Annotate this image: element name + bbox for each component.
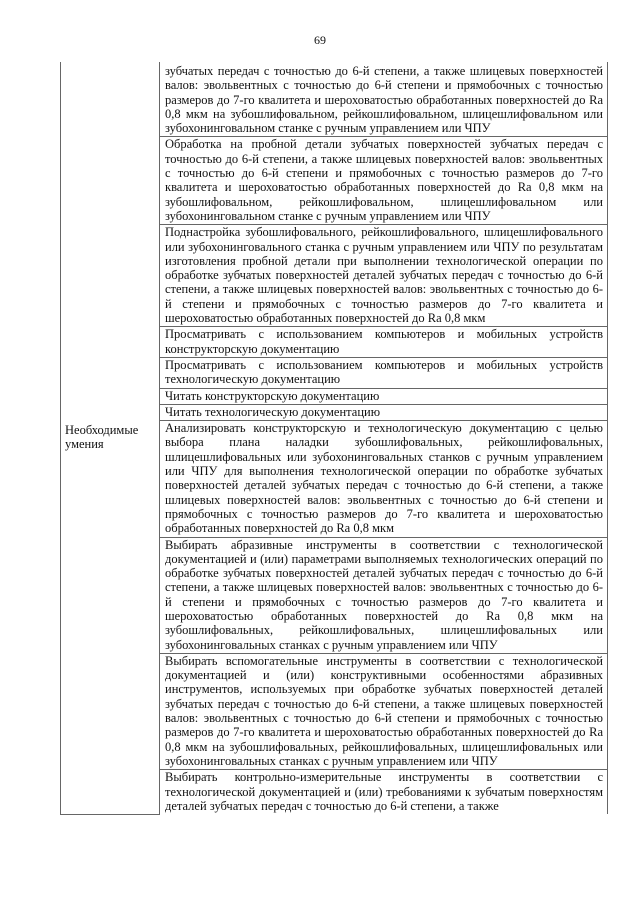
table-cell: Выбирать вспомогательные инструменты в соответствии с технологической документацией и (или) конструктивными особенностями абразивных инструментов, используемых при обработке зубчатых поверхностей деталей зубчатых передач с точностью до 6-й степени, а также шлицевых поверхностей валов: эвольвентных с точностью до 6-й степени и прямобочных с точностью размеров до 7-го квалитета и шероховатостью обработанных поверхностей до Ra 0,8 мкм на зубошлифовальных, рейкошлифовальных, шлицешлифовальных или зубохонинговальных станках с ручным управлением или ЧПУ bbox=[160, 653, 608, 769]
table-cell: Обработка на пробной детали зубчатых поверхностей зубчатых передач с точностью до 6-й степени, а также шлицевых поверхностей валов: эвольвентных с точностью до 6-й степени и прямобочных с точностью размеров до 7-го квалитета и шероховатостью обработанных поверхностей до Ra 0,8 мкм на зубошлифовальном, рейкошлифовальном, шлицешлифовальном или зубохонинговальном станке с ручным управлением или ЧПУ bbox=[160, 137, 608, 225]
skills-table bbox=[60, 62, 608, 815]
table-cell: Выбирать абразивные инструменты в соответствии с технологической документацией и (или) параметрами выполняемых технологических операций по обработке зубчатых поверхностей деталей зубчатых передач с точностью до 6-й степени, а также шлицевых поверхностей валов: эвольвентных с точностью до 6-й степени и прямобочных с точностью размеров до 7-го квалитета и шероховатостью обработанных поверхностей до Ra 0,8 мкм на зубошлифовальных, рейкошлифовальных, шлицешлифовальных или зубохонинговальных станках с ручным управлением или ЧПУ bbox=[160, 537, 608, 653]
table-cell: Читать конструкторскую документацию bbox=[160, 388, 608, 404]
table-cell: Читать технологическую документацию bbox=[160, 404, 608, 420]
table-cell: зубчатых передач с точностью до 6-й степени, а также шлицевых поверхностей валов: эвольвентных с точностью до 6-й степени и прямобочных с точностью размеров до 7-го квалитета и шероховатостью обработанных поверхностей до Ra 0,8 мкм на зубошлифовальном, рейкошлифовальном, шлицешлифовальном или зубохонинговальном станке с ручным управлением или ЧПУ bbox=[160, 62, 608, 137]
table-cell: Поднастройка зубошлифовального, рейкошлифовального, шлицешлифовального или зубохонинговального станка с ручным управлением или ЧПУ по результатам изготовления пробной детали при выполнении технологической операции по обработке зубчатых поверхностей деталей зубчатых передач с точностью до 6-й степени, а также шлицевых поверхностей валов: эвольвентных с точностью до 6-й степени и прямобочных с точностью размеров до 7-го квалитета и шероховатостью обработанных поверхностей до Ra 0,8 мкм bbox=[160, 225, 608, 327]
table-cell: Просматривать с использованием компьютеров и мобильных устройств технологическую документацию bbox=[160, 357, 608, 388]
table-row bbox=[61, 62, 608, 137]
table-cell: Просматривать с использованием компьютеров и мобильных устройств конструкторскую документацию bbox=[160, 327, 608, 358]
row-label-required-skills: Необходимые умения bbox=[61, 62, 160, 814]
table-cell: Выбирать контрольно-измерительные инструменты в соответствии с технологической документацией и (или) требованиями к зубчатым поверхностям деталей зубчатых передач с точностью до 6-й степени, а также bbox=[160, 770, 608, 814]
table-cell: Анализировать конструкторскую и технологическую документацию с целью выбора плана наладки зубошлифовальных, рейкошлифовальных, шлицешлифовальных или зубохонинговальных станков с ручным управлением или ЧПУ для выполнения технологической операции по обработке зубчатых поверхностей деталей зубчатых передач с точностью до 6-й степени, а также шлицевых поверхностей валов: эвольвентных с точностью до 6-й степени и прямобочных с точностью размеров до 7-го квалитета и шероховатостью обработанных поверхностей до Ra 0,8 мкм bbox=[160, 421, 608, 537]
page-number: 69 bbox=[314, 33, 326, 47]
